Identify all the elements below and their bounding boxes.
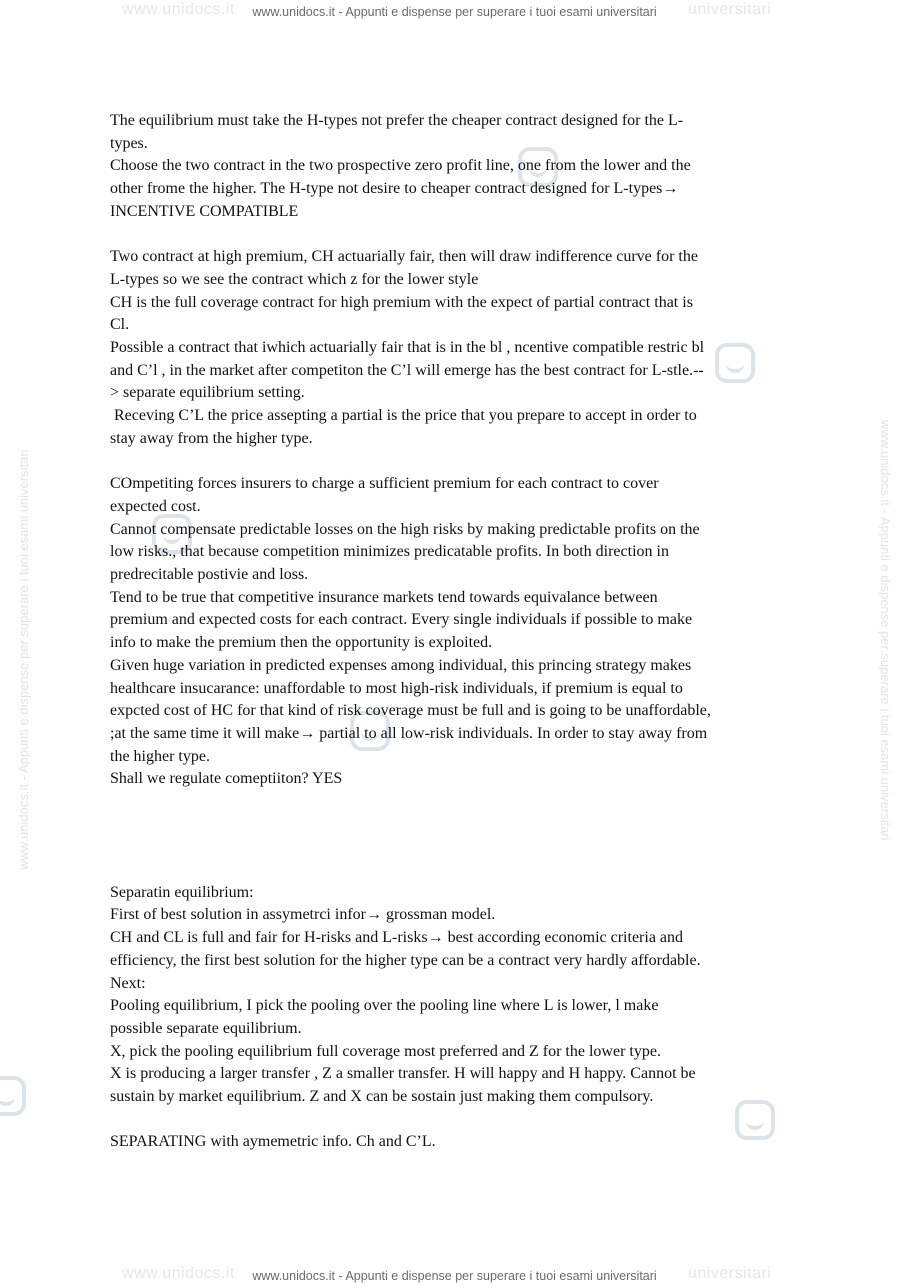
text-line: ;at the same time it will make→ partial to all low-risk individuals. In order to stay away from <box>110 724 708 742</box>
paragraph-two-contracts <box>110 246 802 450</box>
unidocs-logo-icon <box>0 1076 26 1116</box>
text-line: L-types so we see the contract which z for the lower style <box>110 270 479 288</box>
text-line: Next: <box>110 974 146 992</box>
text-line: possible separate equilibrium. <box>110 1019 302 1037</box>
text-line: CH is the full coverage contract for high premium with the expect of partial contract that is <box>110 293 693 311</box>
text-line: predrecitable postivie and loss. <box>110 566 309 584</box>
text-line: the higher type. <box>110 747 210 765</box>
paragraph-competition <box>110 473 802 791</box>
text-line: info to make the premium then the opportunity is exploited. <box>110 634 493 652</box>
text-line: sustain by market equilibrium. Z and X can be sostain just making them compulsory. <box>110 1088 654 1106</box>
document-body <box>110 110 802 1177</box>
text-line: and C’l , in the market after competiton the C’l will emerge has the best contract for L-stle.-- <box>110 361 704 379</box>
text-line: types. <box>110 134 148 152</box>
paragraph-separating-asymmetric <box>110 1131 802 1154</box>
text-line: X, pick the pooling equilibrium full coverage most preferred and Z for the lower type. <box>110 1042 661 1060</box>
text-line: CH and CL is full and fair for H-risks and L-risks→ best according economic criteria and <box>110 929 684 947</box>
text-line: expcted cost of HC for that kind of risk coverage must be full and is going to be unaffordable, <box>110 702 711 720</box>
text-line: other frome the higher. The H-type not desire to cheaper contract designed for L-types→ <box>110 180 679 198</box>
text-line: > separate equilibrium setting. <box>110 384 305 402</box>
text-line: Possible a contract that iwhich actuarially fair that is in the bl , ncentive compatible restric bl <box>110 339 705 357</box>
paragraph-separating-equilibrium <box>110 882 802 1109</box>
text-line: X is producing a larger transfer , Z a smaller transfer. H will happy and H happy. Cannot be <box>110 1065 696 1083</box>
text-line: Pooling equilibrium, I pick the pooling over the pooling line where L is lower, l make <box>110 997 659 1015</box>
text-line: premium and expected costs for each contract. Every single individuals if possible to make <box>110 611 693 629</box>
text-line: Tend to be true that competitive insurance markets tend towards equivalance between <box>110 588 658 606</box>
text-line: healthcare insucarance: unaffordable to most high-risk individuals, if premium is equal to <box>110 679 683 697</box>
text-line: Shall we regulate comeptiiton? YES <box>110 770 343 788</box>
footer-watermark-text: www.unidocs.it - Appunti e dispense per superare i tuoi esami universitari <box>252 1269 657 1283</box>
text-line: COmpetiting forces insurers to charge a sufficient premium for each contract to cover <box>110 475 659 493</box>
text-line: Two contract at high premium, CH actuarially fair, then will draw indifference curve for the <box>110 248 698 266</box>
right-side-watermark: www.unidocs.it - Appunti e dispense per superare i tuoi esami universitari <box>878 420 893 841</box>
header-watermark-text: www.unidocs.it - Appunti e dispense per superare i tuoi esami universitari <box>252 5 657 19</box>
text-line: Receving C’L the price assepting a partial is the price that you prepare to accept in order to <box>110 407 697 425</box>
text-line: Cannot compensate predictable losses on the high risks by making predictable profits on the <box>110 520 700 538</box>
text-line: First of best solution in assymetrci infor→ grossman model. <box>110 906 496 924</box>
text-line: Given huge variation in predicted expenses among individual, this princing strategy makes <box>110 656 692 674</box>
left-side-watermark: www.unidocs.it - Appunti e dispense per superare i tuoi esami universitari <box>16 449 31 870</box>
text-line: The equilibrium must take the H-types not prefer the cheaper contract designed for the L- <box>110 112 684 129</box>
text-line: SEPARATING with aymemetric info. Ch and C’L. <box>110 1133 436 1151</box>
text-line: Choose the two contract in the two prospective zero profit line, one from the lower and the <box>110 157 691 175</box>
paragraph-incentive-compatible <box>110 110 802 224</box>
text-line: INCENTIVE COMPATIBLE <box>110 202 299 220</box>
text-line: Separatin equilibrium: <box>110 883 254 901</box>
text-line: efficiency, the first best solution for the higher type can be a contract very hardly affordable. <box>110 951 701 969</box>
header-watermark: www.unidocs.it www.unidocs.it - Appunti e dispense per superare i tuoi esami universitari universitari <box>122 1 772 19</box>
text-line: expected cost. <box>110 497 201 515</box>
text-line: Cl. <box>110 316 130 334</box>
text-line: stay away from the higher type. <box>110 429 313 447</box>
footer-watermark: www.unidocs.it www.unidocs.it - Appunti e dispense per superare i tuoi esami universitari universitari <box>122 1265 772 1283</box>
text-line: low risks., that because competition minimizes predicatable profits. In both direction in <box>110 543 669 561</box>
